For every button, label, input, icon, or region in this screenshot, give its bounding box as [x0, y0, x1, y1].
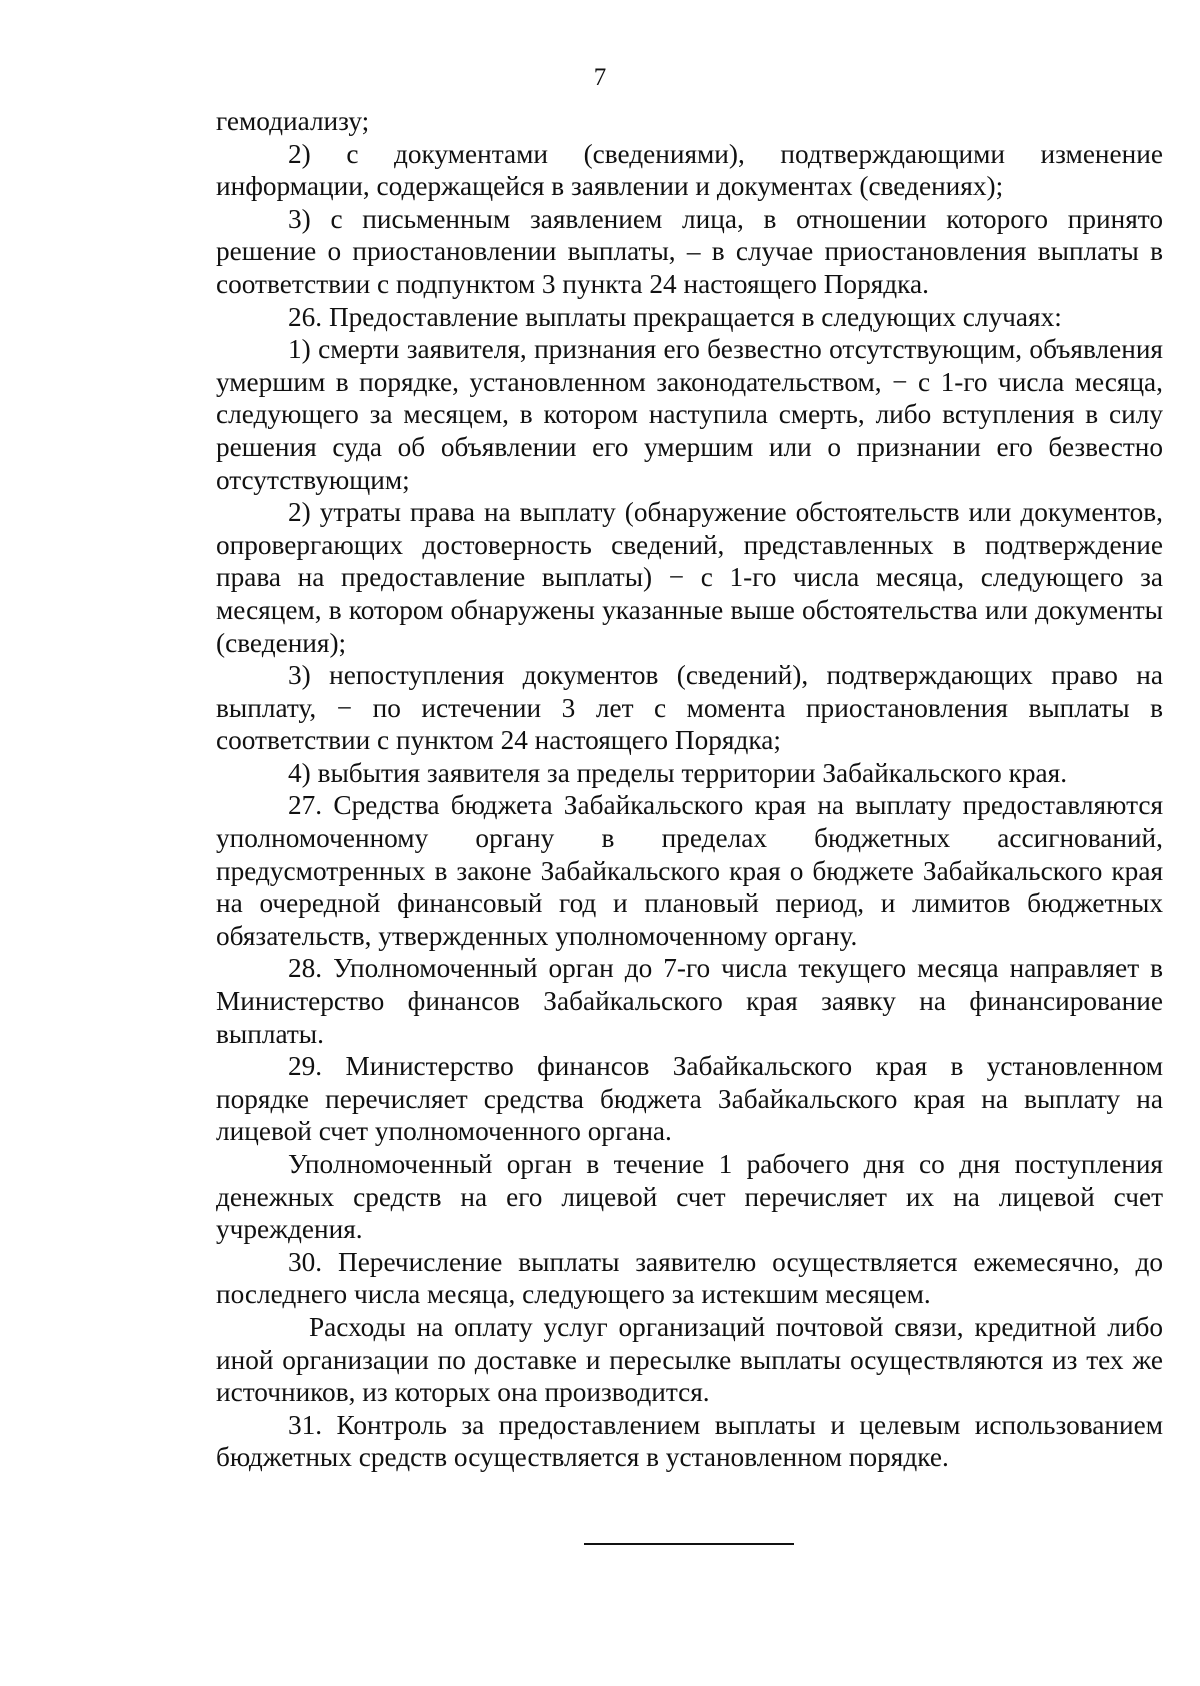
paragraph-26-item-1-death: 1) смерти заявителя, признания его безвестно отсутствующим, объявления умершим в порядке, установленном законодательством, − с 1-го числа месяца, следующего за месяцем, в котором наступила смерть, либо вступления в силу решения суда об объявлении его умершим или о признании его безвестно отсутствующим; [216, 334, 1163, 495]
paragraph-26-item-2-loss-of-right: 2) утраты права на выплату (обнаружение обстоятельств или документов, опровергающих достоверность сведений, представленных в подтверждение права на предоставление выплаты) − с 1-го числа месяца, следующего за месяцем, в котором обнаружены указанные выше обстоятельства или документы (сведения); [216, 497, 1163, 658]
paragraph-26-item-3-no-documents: 3) непоступления документов (сведений), подтверждающих право на выплату, − по истечении 3 лет с момента приостановления выплаты в соответствии с пунктом 24 настоящего Порядка; [216, 660, 1163, 756]
paragraph-31-control: 31. Контроль за предоставлением выплаты и целевым использованием бюджетных средств осуществляется в установленном порядке. [216, 1409, 1163, 1473]
paragraph-28-request: 28. Уполномоченный орган до 7-го числа текущего месяца направляет в Министерство финансов Забайкальского края заявку на финансирование выплаты. [216, 953, 1163, 1049]
paragraph-29-authorized-body: Уполномоченный орган в течение 1 рабочего дня со дня поступления денежных средств на его лицевой счет перечисляет их на лицевой счет учреждения. [216, 1149, 1163, 1245]
page-number: 7 [593, 64, 607, 91]
paragraph-30-payment-schedule: 30. Перечисление выплаты заявителю осуществляется ежемесячно, до последнего числа месяца, следующего за истекшим месяцем. [216, 1246, 1163, 1310]
paragraph-26-termination: 26. Предоставление выплаты прекращается в следующих случаях: [288, 301, 1062, 332]
paragraph-item-2-documents: 2) с документами (сведениями), подтверждающими изменение информации, содержащейся в заявлении и документах (сведениях); [216, 138, 1163, 202]
paragraph-item-3-written-statement: 3) с письменным заявлением лица, в отношении которого принято решение о приостановлении выплаты, – в случае приостановления выплаты в соответствии с подпунктом 3 пункта 24 настоящего Порядка. [216, 203, 1163, 299]
paragraph-29-transfer: 29. Министерство финансов Забайкальского края в установленном порядке перечисляет средства бюджета Забайкальского края на выплату на лицевой счет уполномоченного органа. [216, 1051, 1163, 1147]
paragraph-27-budget-funds: 27. Средства бюджета Забайкальского края на выплату предоставляются уполномоченному органу в пределах бюджетных ассигнований, предусмотренных в законе Забайкальского края о бюджете Забайкальского края на очередной финансовый год и плановый период, и лимитов бюджетных обязательств, утвержденных уполномоченному органу. [216, 790, 1163, 951]
paragraph-continuation: гемодиализу; [216, 106, 370, 136]
paragraph-30-postal-costs: Расходы на оплату услуг организаций почтовой связи, кредитной либо иной организации по доставке и пересылке выплаты осуществляются из тех же источников, из которых она производится. [216, 1311, 1163, 1408]
document-body [216, 105, 1163, 1474]
paragraph-26-item-4-departure: 4) выбытия заявителя за пределы территории Забайкальского края. [288, 757, 1068, 788]
end-of-document-rule [584, 1543, 794, 1545]
